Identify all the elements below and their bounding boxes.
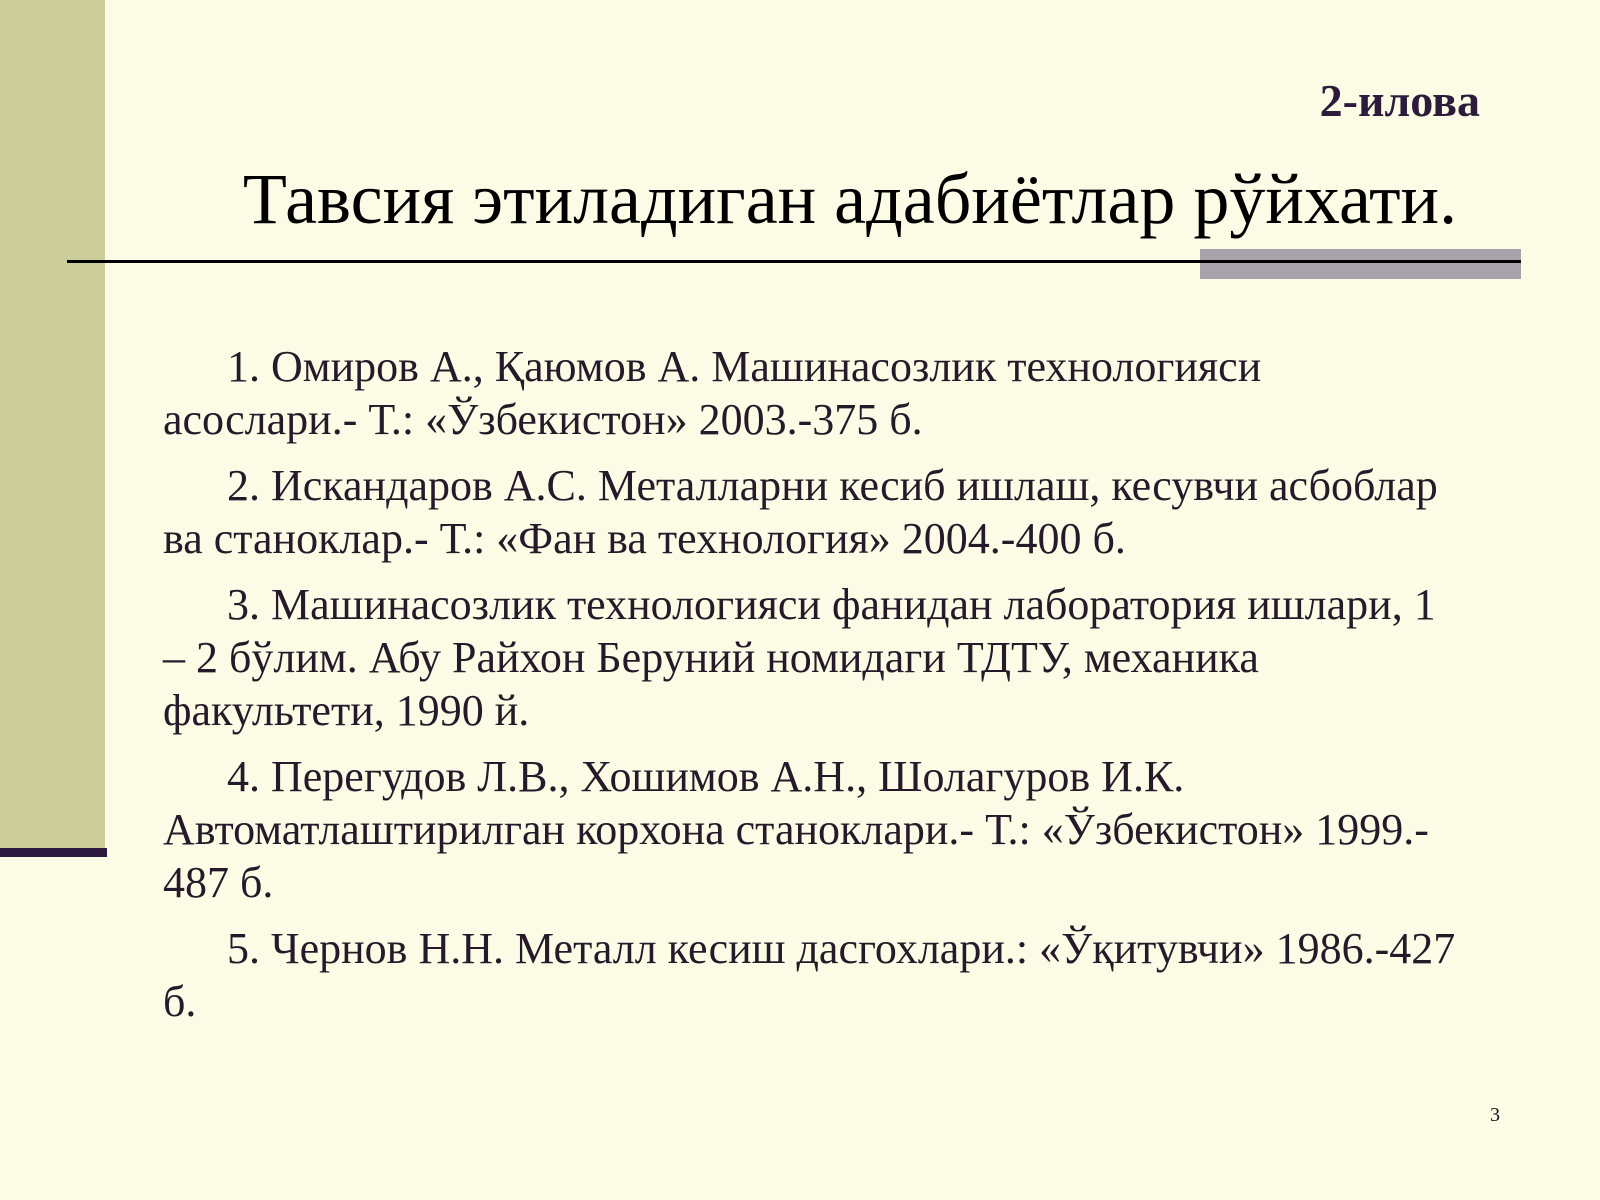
reference-list <box>163 340 1463 1041</box>
reference-item: 5. Чернов Н.Н. Металл кесиш дасгохлари.: «Ўқитувчи» 1986.-427 б. <box>163 924 1456 1026</box>
slide-title: Тавсия этиладиган адабиётлар рўйхати. <box>242 159 1458 239</box>
reference-item: 1. Омиров А., Қаюмов А. Машинасозлик технологияси асослари.- Т.: «Ўзбекистон» 2003.-375 б. <box>163 342 1262 444</box>
reference-item: 2. Искандаров А.С. Металларни кесиб ишлаш, кесувчи асбоблар ва станоклар.- Т.: «Фан ва технология» 2004.-400 б. <box>163 461 1438 563</box>
reference-item: 4. Перегудов Л.В., Хошимов А.Н., Шолагуров И.К. Автоматлаштирилган корхона станоклари.- Т.: «Ўзбекистон» 1999.- 487 б. <box>163 752 1429 907</box>
reference-item: 3. Машинасозлик технологияси фанидан лаборатория ишлари, 1 – 2 бўлим. Абу Райхон Беруний номидаги ТДТУ, механика факультети, 1990 й. <box>163 580 1436 735</box>
appendix-label: 2-илова <box>1319 75 1480 126</box>
title-rule-shadow <box>1200 249 1521 279</box>
left-decorative-band <box>0 0 105 848</box>
title-rule-line <box>67 260 1521 263</box>
page-number: 3 <box>1490 1104 1500 1126</box>
left-band-underline <box>0 848 107 857</box>
